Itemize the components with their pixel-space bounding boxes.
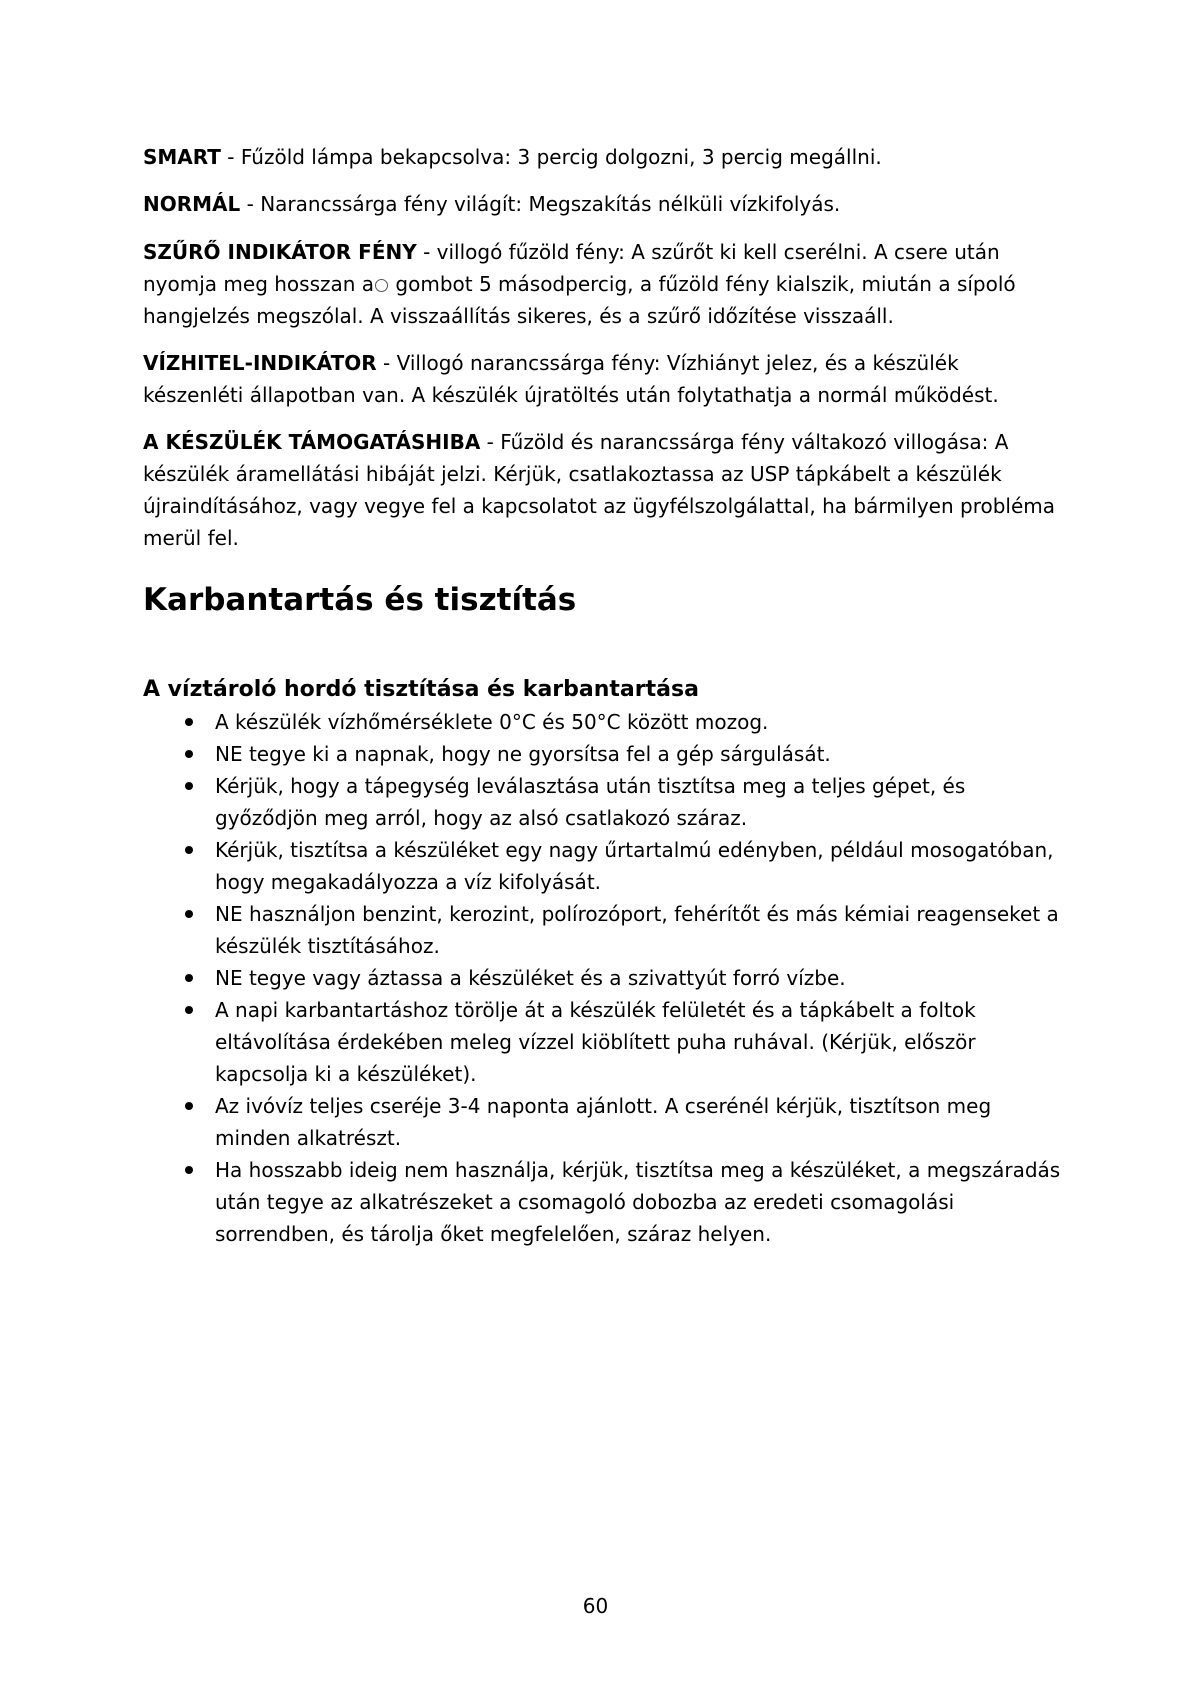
mode-term: VÍZHITEL-INDIKÁTOR bbox=[143, 351, 377, 375]
list-item bbox=[143, 994, 1063, 1090]
bullet-icon bbox=[185, 846, 193, 854]
list-item-text: Kérjük, tisztítsa a készüléket egy nagy űrtartalmú edényben, például mosogatóban, hogy megakadályozza a víz kifolyását. bbox=[215, 838, 1054, 894]
bullet-icon bbox=[185, 1102, 193, 1110]
mode-water-indicator bbox=[143, 347, 1063, 411]
mode-normal bbox=[143, 188, 1063, 220]
mode-filter-indicator bbox=[143, 236, 1063, 332]
bullet-icon bbox=[185, 1006, 193, 1014]
section-title: Karbantartás és tisztítás bbox=[143, 582, 577, 618]
list-item-text: A készülék vízhőmérséklete 0°C és 50°C között mozog. bbox=[215, 710, 769, 734]
list-item-text: Kérjük, hogy a tápegység leválasztása után tisztítsa meg a teljes gépet, és győződjön meg arról, hogy az alsó csatlakozó száraz. bbox=[215, 774, 966, 830]
bullet-icon bbox=[185, 974, 193, 982]
list-item bbox=[143, 834, 1063, 898]
list-item-text: A napi karbantartáshoz törölje át a készülék felületét és a tápkábelt a foltok eltávolítása érdekében meleg vízzel kiöblített puha ruhával. (Kérjük, először kapcsolja ki a készüléket). bbox=[215, 998, 976, 1086]
list-item-text: Az ivóvíz teljes cseréje 3-4 naponta ajánlott. A cserénél kérjük, tisztítson meg minden alkatrészt. bbox=[215, 1094, 992, 1150]
mode-description: - Fűzöld lámpa bekapcsolva: 3 percig dolgozni, 3 percig megállni. bbox=[220, 145, 882, 169]
subsection-title: A víztároló hordó tisztítása és karbantartása bbox=[143, 677, 699, 702]
list-item bbox=[143, 770, 1063, 834]
list-item-text: NE tegye ki a napnak, hogy ne gyorsítsa fel a gép sárgulását. bbox=[215, 742, 831, 766]
maintenance-list bbox=[143, 706, 1063, 1250]
page-number: 60 bbox=[582, 1594, 609, 1618]
list-item-text: NE tegye vagy áztassa a készüléket és a szivattyút forró vízbe. bbox=[215, 966, 846, 990]
mode-description: - villogó fűzöld fény: A szűrőt ki kell cserélni. A csere után nyomja meg hosszan a bbox=[143, 240, 1000, 296]
mode-smart bbox=[143, 141, 1063, 173]
list-item bbox=[143, 1090, 1063, 1154]
list-item-text: NE használjon benzint, kerozint, polírozóport, fehérítőt és más kémiai reagenseket a készülék tisztításához. bbox=[215, 902, 1059, 958]
bullet-icon bbox=[185, 782, 193, 790]
bullet-icon bbox=[185, 750, 193, 758]
bullet-icon bbox=[185, 1166, 193, 1174]
list-item-text: Ha hosszabb ideig nem használja, kérjük, tisztítsa meg a készüléket, a megszáradás után tegye az alkatrészeket a csomagoló dobozba az eredeti csomagolási sorrendben, és tárolja őket megfelelően, száraz helyen. bbox=[215, 1158, 1061, 1246]
mode-description: - Fűzöld és narancssárga fény váltakozó villogása: A készülék áramellátási hibáját jelzi. Kérjük, csatlakoztassa az USP tápkábelt a készülék újraindításához, vagy vegye fel a kapcsolatot az ügyfélszolgálattal, ha bármilyen probléma merül fel. bbox=[143, 430, 1056, 550]
mode-description: - Narancssárga fény világít: Megszakítás nélküli vízkifolyás. bbox=[240, 192, 841, 216]
bullet-icon bbox=[185, 910, 193, 918]
list-item bbox=[143, 738, 1063, 770]
mode-term: A KÉSZÜLÉK TÁMOGATÁSHIBA bbox=[143, 430, 481, 454]
list-item bbox=[143, 706, 1063, 738]
mode-support-error bbox=[143, 426, 1063, 554]
mode-description-cont: gombot 5 másodpercig, a fűzöld fény kialszik, miután a sípoló hangjelzés megszólal. A visszaállítás sikeres, és a szűrő időzítése visszaáll. bbox=[143, 272, 1016, 328]
list-item bbox=[143, 898, 1063, 962]
bullet-icon bbox=[185, 718, 193, 726]
mode-term: SZŰRŐ INDIKÁTOR FÉNY bbox=[143, 240, 417, 264]
mode-term: NORMÁL bbox=[143, 192, 241, 216]
list-item bbox=[143, 1154, 1063, 1250]
mode-term: SMART bbox=[143, 145, 221, 169]
circle-button-icon bbox=[375, 279, 388, 292]
mode-description: - Villogó narancssárga fény: Vízhiányt jelez, és a készülék készenléti állapotban van. A készülék újratöltés után folytathatja a normál működést. bbox=[143, 351, 999, 407]
list-item bbox=[143, 962, 1063, 994]
